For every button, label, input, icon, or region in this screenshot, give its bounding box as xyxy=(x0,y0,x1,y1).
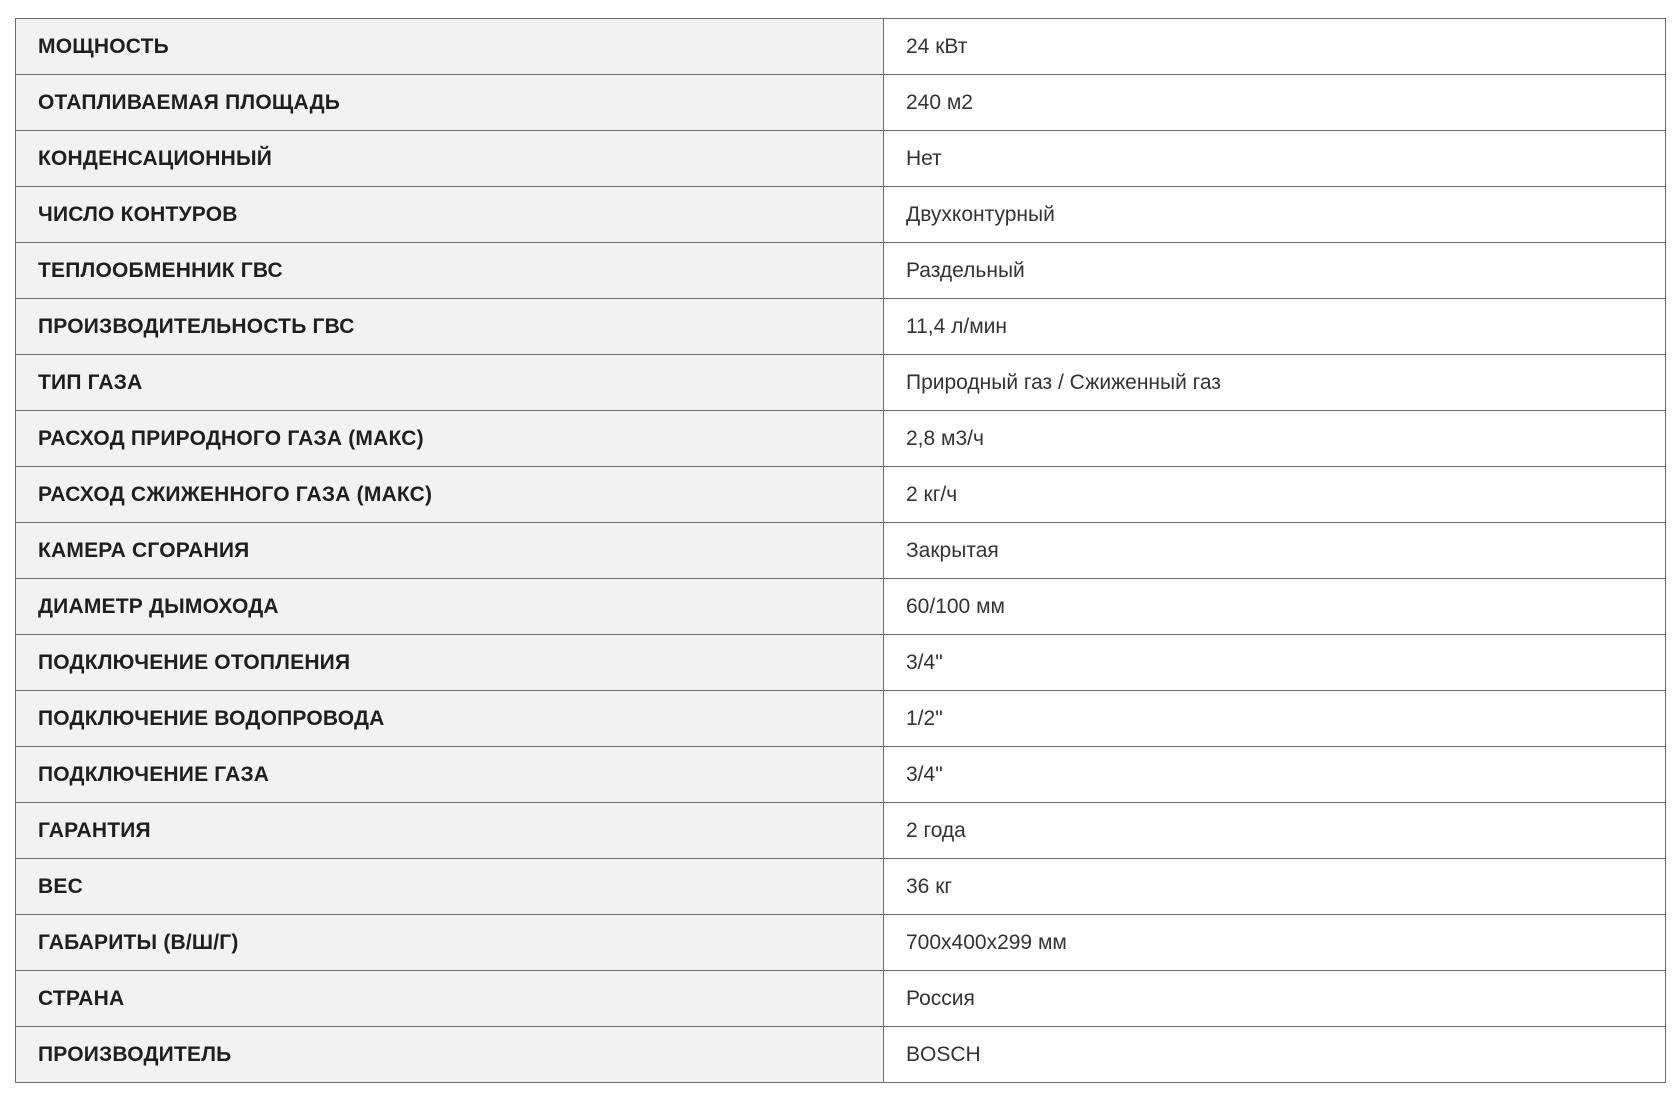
spec-label: ЧИСЛО КОНТУРОВ xyxy=(16,187,884,243)
specifications-table xyxy=(15,18,1666,1083)
spec-value: Природный газ / Сжиженный газ xyxy=(884,355,1666,411)
spec-label: СТРАНА xyxy=(16,971,884,1027)
spec-value: 24 кВт xyxy=(884,19,1666,75)
table-row xyxy=(16,747,1666,803)
spec-label: ДИАМЕТР ДЫМОХОДА xyxy=(16,579,884,635)
spec-value: BOSCH xyxy=(884,1027,1666,1083)
table-row xyxy=(16,579,1666,635)
spec-value: Закрытая xyxy=(884,523,1666,579)
table-row xyxy=(16,75,1666,131)
spec-label: ВЕС xyxy=(16,859,884,915)
table-row xyxy=(16,19,1666,75)
spec-value: 1/2" xyxy=(884,691,1666,747)
spec-label: ТИП ГАЗА xyxy=(16,355,884,411)
spec-label: КАМЕРА СГОРАНИЯ xyxy=(16,523,884,579)
spec-label: РАСХОД СЖИЖЕННОГО ГАЗА (МАКС) xyxy=(16,467,884,523)
spec-value: 3/4" xyxy=(884,747,1666,803)
spec-value: 2,8 м3/ч xyxy=(884,411,1666,467)
table-row xyxy=(16,299,1666,355)
spec-value: Раздельный xyxy=(884,243,1666,299)
spec-label: МОЩНОСТЬ xyxy=(16,19,884,75)
spec-label: ПРОИЗВОДИТЕЛЬНОСТЬ ГВС xyxy=(16,299,884,355)
table-row xyxy=(16,971,1666,1027)
table-row xyxy=(16,467,1666,523)
spec-label: ПОДКЛЮЧЕНИЕ ВОДОПРОВОДА xyxy=(16,691,884,747)
table-row xyxy=(16,131,1666,187)
table-row xyxy=(16,635,1666,691)
specifications-table-container xyxy=(15,18,1666,1083)
spec-value: Нет xyxy=(884,131,1666,187)
spec-label: ГАРАНТИЯ xyxy=(16,803,884,859)
spec-label: ОТАПЛИВАЕМАЯ ПЛОЩАДЬ xyxy=(16,75,884,131)
table-row xyxy=(16,411,1666,467)
spec-label: РАСХОД ПРИРОДНОГО ГАЗА (МАКС) xyxy=(16,411,884,467)
table-row xyxy=(16,803,1666,859)
table-row xyxy=(16,243,1666,299)
table-row xyxy=(16,187,1666,243)
table-row xyxy=(16,1027,1666,1083)
spec-value: 36 кг xyxy=(884,859,1666,915)
table-row xyxy=(16,691,1666,747)
spec-value: Двухконтурный xyxy=(884,187,1666,243)
spec-value: 3/4" xyxy=(884,635,1666,691)
spec-value: 2 года xyxy=(884,803,1666,859)
spec-label: КОНДЕНСАЦИОННЫЙ xyxy=(16,131,884,187)
spec-value: 700x400x299 мм xyxy=(884,915,1666,971)
spec-label: ПОДКЛЮЧЕНИЕ ГАЗА xyxy=(16,747,884,803)
table-row xyxy=(16,523,1666,579)
spec-value: 2 кг/ч xyxy=(884,467,1666,523)
table-row xyxy=(16,859,1666,915)
table-row xyxy=(16,915,1666,971)
spec-value: 60/100 мм xyxy=(884,579,1666,635)
spec-label: ГАБАРИТЫ (В/Ш/Г) xyxy=(16,915,884,971)
spec-value: Россия xyxy=(884,971,1666,1027)
spec-value: 11,4 л/мин xyxy=(884,299,1666,355)
spec-value: 240 м2 xyxy=(884,75,1666,131)
spec-label: ПРОИЗВОДИТЕЛЬ xyxy=(16,1027,884,1083)
spec-label: ТЕПЛООБМЕННИК ГВС xyxy=(16,243,884,299)
table-row xyxy=(16,355,1666,411)
spec-label: ПОДКЛЮЧЕНИЕ ОТОПЛЕНИЯ xyxy=(16,635,884,691)
